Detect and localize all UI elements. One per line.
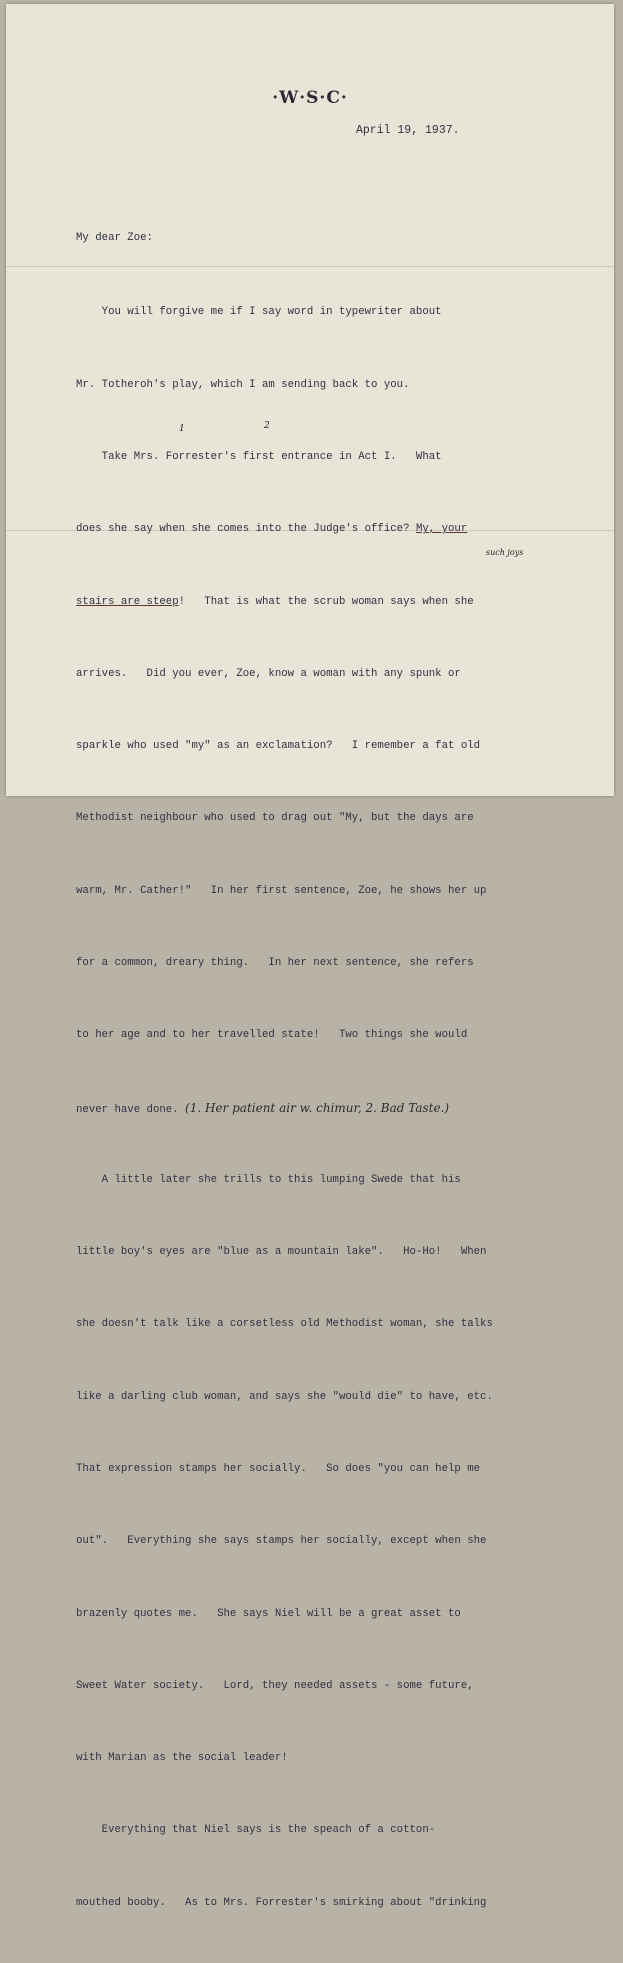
body-line: like a darling club woman, and says she "would die" to have, etc. — [76, 1390, 493, 1403]
body-line: You will forgive me if I say word in typewriter about — [76, 306, 442, 319]
body-line: warm, Mr. Cather!" In her first sentence, Zoe, he shows her up — [76, 884, 487, 897]
body-line: mouthed booby. As to Mrs. Forrester's smirking about "drinking — [76, 1896, 487, 1909]
body-line-text: ! That is what the scrub woman says when she — [178, 595, 474, 608]
body-line-text: never have done. — [76, 1103, 179, 1116]
handwritten-insertion: such joys — [486, 548, 524, 557]
handwritten-number: 1 — [179, 424, 185, 434]
letter-page — [6, 4, 614, 1909]
body-line: for a common, dreary thing. In her next sentence, she refers — [76, 957, 474, 969]
body-line: Take Mrs. Forrester's first entrance in Act I. What — [76, 451, 442, 464]
body-line: Everything that Niel says is the speach of a cotton- — [76, 1824, 436, 1837]
underlined-phrase: stairs are steep — [76, 595, 179, 608]
letter-body — [76, 178, 493, 1963]
body-line: sparkle who used "my" as an exclamation? I remember a fat old — [76, 740, 481, 753]
body-line — [76, 590, 493, 614]
body-line: That expression stamps her socially. So does "you can help me — [76, 1462, 481, 1475]
body-line: Methodist neighbour who used to drag out "My, but the days are — [76, 812, 474, 825]
body-line: out". Everything she says stamps her socially, except when she — [76, 1535, 487, 1548]
body-line: Sweet Water society. Lord, they needed assets - some future, — [76, 1679, 474, 1692]
body-line: she doesn't talk like a corsetless old Methodist woman, she talks — [76, 1318, 493, 1331]
handwritten-note: (1. Her patient air w. chimur, 2. Bad Taste.) — [185, 1100, 450, 1115]
body-line — [76, 517, 493, 541]
body-line: arrives. Did you ever, Zoe, know a woman with any spunk or — [76, 667, 461, 680]
underlined-phrase: My, your — [415, 523, 468, 536]
letter-date: April 19, 1937. — [356, 124, 460, 137]
body-line: with Marian as the social leader! — [76, 1752, 288, 1765]
body-line — [76, 1096, 493, 1120]
body-line: brazenly quotes me. She says Niel will be a great asset to — [76, 1607, 461, 1620]
body-line: A little later she trills to this lumping Swede that his — [76, 1173, 461, 1186]
handwritten-number: 2 — [264, 421, 270, 431]
letterhead-monogram: ·W·S·C· — [272, 88, 348, 108]
salutation: My dear Zoe: — [76, 232, 153, 245]
body-line-text: does she say when she comes into the Judge's office? — [76, 523, 410, 536]
body-line: to her age and to her travelled state! Two things she would — [76, 1029, 468, 1042]
body-line: Mr. Totheroh's play, which I am sending back to you. — [76, 378, 410, 391]
body-line: little boy's eyes are "blue as a mountain lake". Ho-Ho! When — [76, 1246, 487, 1259]
